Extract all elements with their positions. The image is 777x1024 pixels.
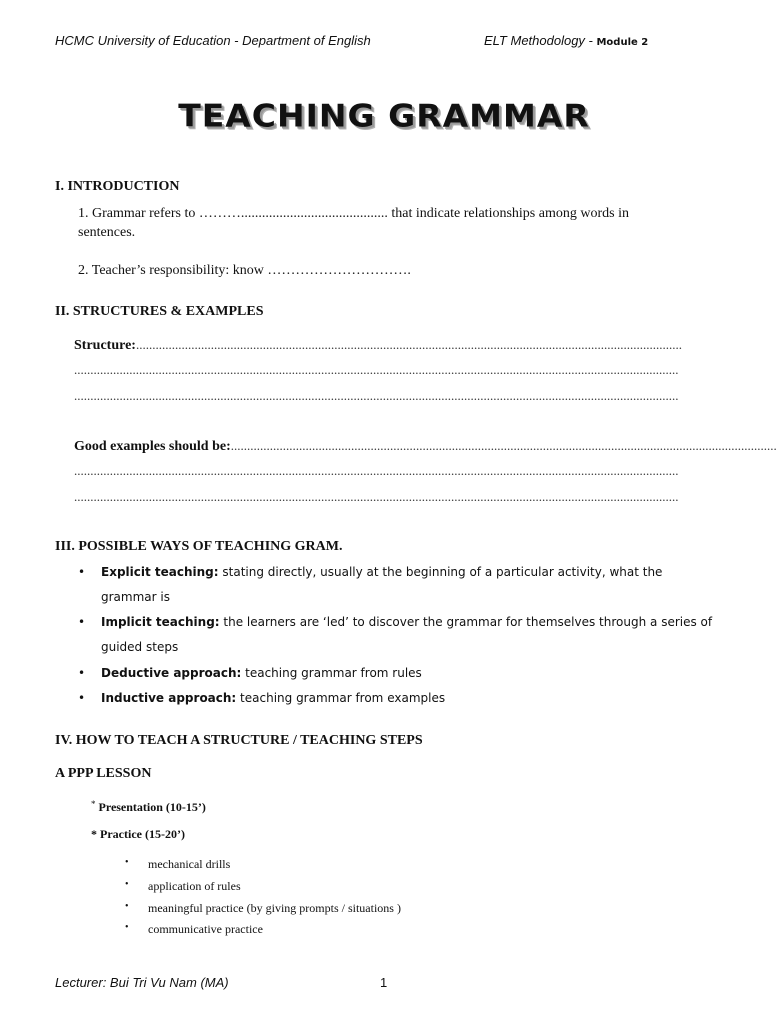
intro-item-2: 2. Teacher’s responsibility: know …………………………. [78,263,411,278]
explicit-desc: stating directly, usually at the beginning of a particular activity, what the grammar is [101,565,663,604]
asterisk-icon: * [91,799,96,809]
structure-dots: ........................................................................................................................................................................ [135,337,682,352]
presentation-stage [91,799,206,815]
bullet-icon: • [78,615,86,629]
page-title: TEACHING GRAMMAR [178,96,590,135]
bullet-icon: • [78,666,86,680]
inductive-term: Inductive approach: [101,691,237,705]
list-item-implicit [78,610,718,660]
examples-line-1 [74,438,777,455]
header-course [484,33,648,48]
header-course-title: ELT Methodology - [484,33,597,48]
structure-line-3: .......................................................................................................................................................................................... [74,388,679,403]
intro-item-1-line-1: 1. Grammar refers to ……….......................................... that indicate relationships among words in [78,206,629,221]
list-item-deductive [78,661,718,686]
structure-line-1 [74,337,682,354]
deductive-term: Deductive approach: [101,666,242,680]
list-item-inductive [78,686,718,711]
deductive-desc: teaching grammar from rules [241,666,422,680]
practice-item-label: mechanical drills [148,857,231,871]
intro-item-1-line-2: sentences. [78,225,136,240]
footer-lecturer: Lecturer: Bui Tri Vu Nam (MA) [55,975,229,990]
header-department: HCMC University of Education - Department of English [55,33,371,48]
practice-item-label: application of rules [148,879,241,893]
structure-label: Structure: [74,338,136,353]
examples-line-3: .......................................................................................................................................................................................... [74,489,679,504]
implicit-term: Implicit teaching: [101,615,220,629]
header-module: Module 2 [596,37,649,48]
bullet-icon: • [125,901,129,912]
practice-stage: * Practice (15-20’) [91,827,185,841]
inductive-desc: teaching grammar from examples [236,691,446,705]
presentation-label: Presentation (10-15’) [98,800,206,814]
page-number: 1 [380,975,388,990]
practice-item-label: communicative practice [148,922,263,936]
implicit-desc: the learners are ‘led’ to discover the grammar for themselves through a series of guided steps [101,615,713,654]
examples-line-2: .......................................................................................................................................................................................... [74,463,679,478]
bullet-icon: • [78,565,86,579]
section-steps-heading: IV. HOW TO TEACH A STRUCTURE / TEACHING STEPS [55,733,423,748]
section-structures-heading: II. STRUCTURES & EXAMPLES [55,304,264,319]
ppp-lesson-heading: A PPP LESSON [55,766,152,781]
section-ways-heading: III. POSSIBLE WAYS OF TEACHING GRAM. [55,539,343,554]
examples-label: Good examples should be: [74,439,231,454]
list-item-explicit [78,560,718,610]
bullet-icon: • [125,879,129,890]
structure-line-2: .......................................................................................................................................................................................... [74,362,679,377]
bullet-icon: • [78,691,86,705]
explicit-term: Explicit teaching: [101,565,219,579]
examples-dots: ........................................................................................................................................................................ [230,438,777,453]
bullet-icon: • [125,857,129,868]
practice-item-label: meaningful practice (by giving prompts / situations ) [148,901,401,915]
bullet-icon: • [125,922,129,933]
section-introduction-heading: I. INTRODUCTION [55,179,180,194]
